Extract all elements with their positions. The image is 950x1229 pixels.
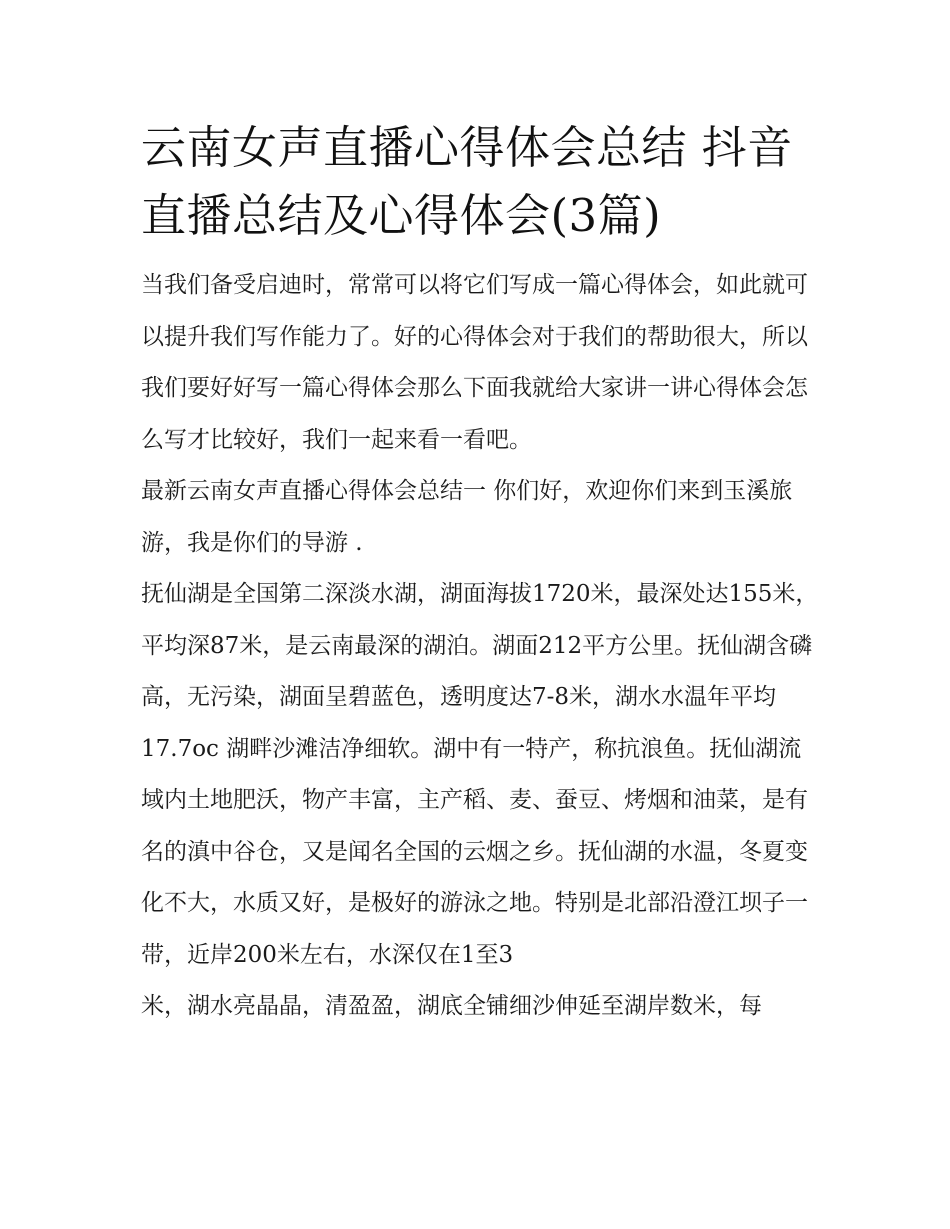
document-body xyxy=(141,114,821,1033)
paragraph-greeting: 最新云南女声直播心得体会总结一 你们好，欢迎你们来到玉溪旅游，我是你们的导游 . xyxy=(141,478,793,556)
document-title: 云南女声直播心得体会总结 抖音直播总结及心得体会(3篇) xyxy=(141,121,793,242)
paragraph-fuxian-lake: 抚仙湖是全国第二深淡水湖，湖面海拔1720米，最深处达155米，平均深87米，是云南最深的湖泊。湖面212平方公里。抚仙湖含磷高，无污染，湖面呈碧蓝色，透明度达7-8米，湖水水温年平均17.7oc 湖畔沙滩洁净细软。湖中有一特产，称抗浪鱼。抚仙湖流域内土地肥沃，物产丰富，主产稻、麦、蚕豆、烤烟和油菜，是有名的滇中谷仓，又是闻名全国的云烟之乡。抚仙湖的水温，冬夏变化不大，水质又好，是极好的游泳之地。特别是北部沿澄江坝子一带，近岸200米左右，水深仅在1至3 xyxy=(141,581,819,968)
paragraph-lake-water: 米，湖水亮晶晶，清盈盈，湖底全铺细沙伸延至湖岸数米，每 xyxy=(141,993,762,1019)
paragraph-intro: 当我们备受启迪时，常常可以将它们写成一篇心得体会，如此就可以提升我们写作能力了。好的心得体会对于我们的帮助很大，所以我们要好好写一篇心得体会那么下面我就给大家讲一讲心得体会怎么写才比较好，我们一起来看一看吧。 xyxy=(141,272,808,453)
